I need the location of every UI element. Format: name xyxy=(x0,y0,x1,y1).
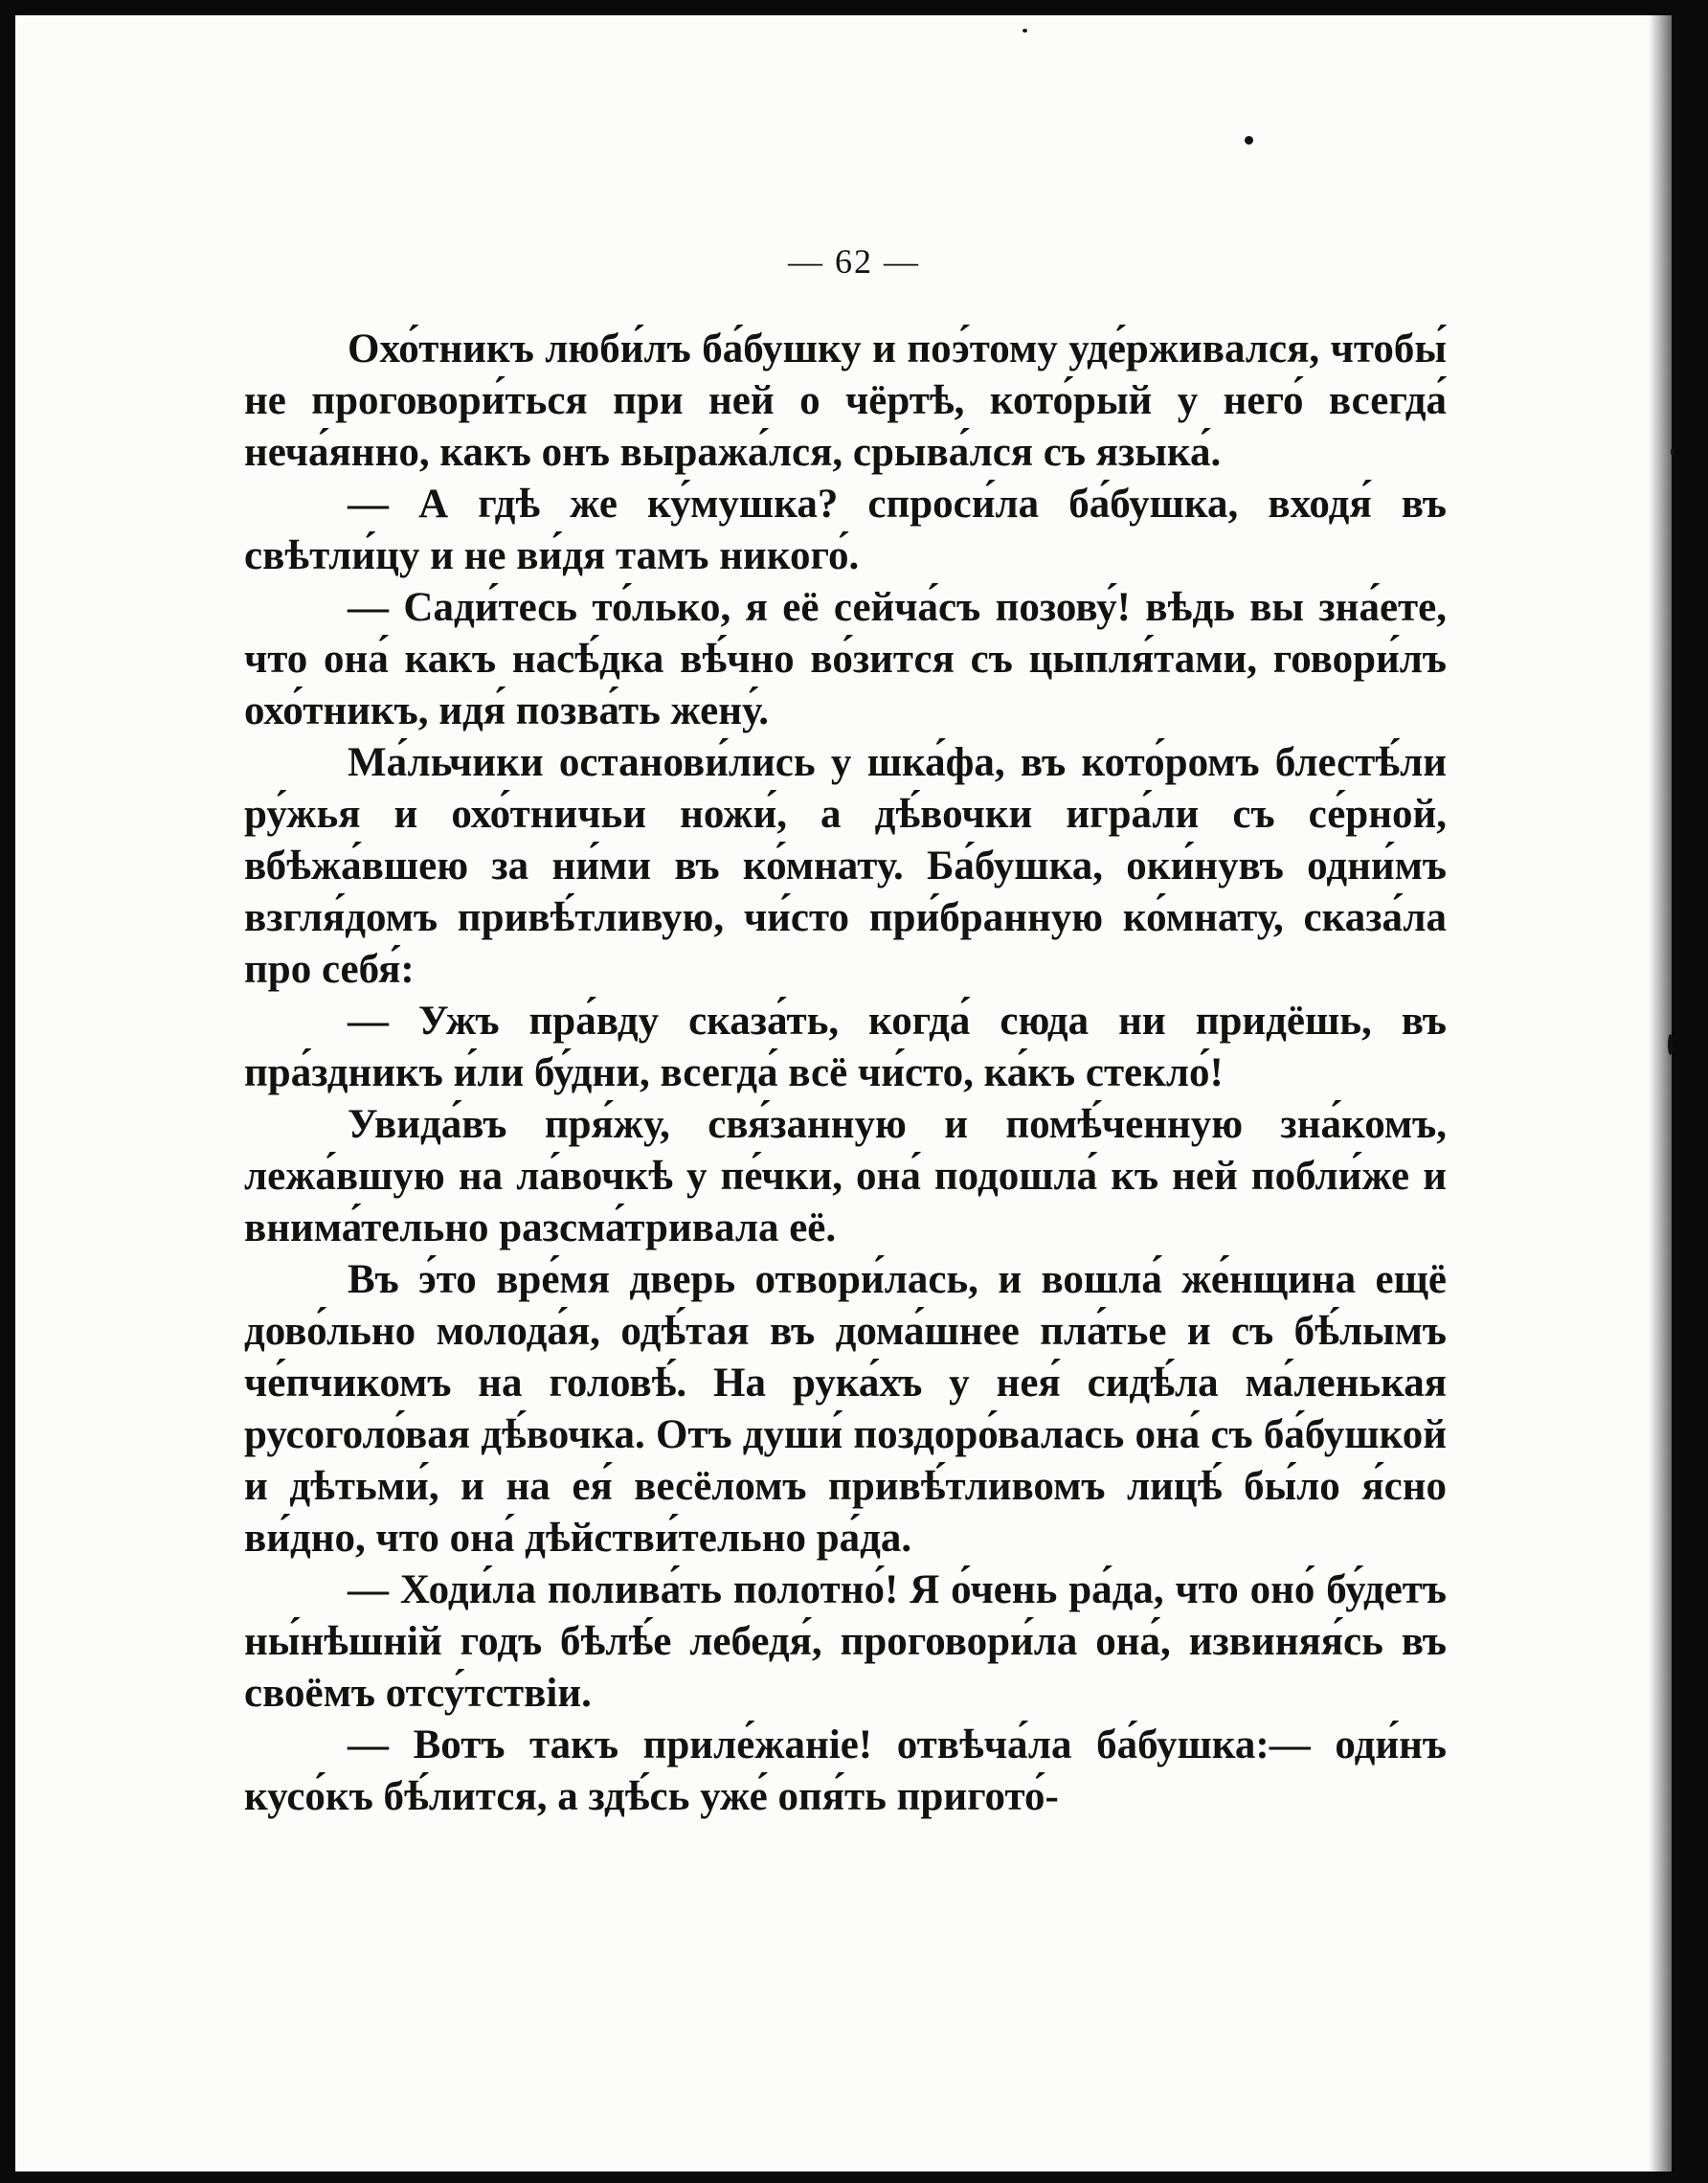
paragraph: Ма́льчики останови́лись у шка́фа, въ кото́ромъ блестѣ́ли ру́жья и охо́тничьи ножи́, а дѣ́вочки игра́ли съ се́рной, вбѣжа́вшею за ни́ми въ ко́мнату. Ба́бушка, оки́нувъ одни́мъ взгля́домъ привѣ́тливую, чи́сто при́бранную ко́мнату, сказа́ла про себя́: xyxy=(244,740,1447,992)
paragraph: — Ходи́ла полива́ть полотно́! Я о́чень ра́да, что оно́ бу́детъ ны́нѣшній годъ бѣлѣ́е лебедя́, проговори́ла она́, извиняя́сь въ своёмъ отсу́тствіи. xyxy=(244,1567,1447,1716)
ink-speck xyxy=(1671,448,1674,456)
ink-speck xyxy=(1245,136,1253,145)
paragraph: Увида́въ пря́жу, свя́занную и помѣ́ченную зна́комъ, лежа́вшую на ла́вочкѣ у пе́чки, она́ подошла́ къ ней побли́же и внима́тельно разсма́тривала её. xyxy=(244,1102,1447,1250)
body-text xyxy=(244,324,1447,1823)
paragraph: Охо́тникъ люби́лъ ба́бушку и поэ́тому уде́рживался, чтобы́ не проговори́ться при ней о чёртѣ, кото́рый у него́ всегда́ неча́янно, какъ онъ выража́лся, срыва́лся съ языка́. xyxy=(244,326,1447,475)
paragraph: — Вотъ такъ приле́жаніе! отвѣча́ла ба́бушка:— оди́нъ кусо́къ бѣ́лится, а здѣ́сь уже́ опя́ть пригото́- xyxy=(244,1722,1447,1819)
paragraph: — Сади́тесь то́лько, я её сейча́съ позову́! вѣдь вы зна́ете, что она́ какъ насѣ́дка вѣ́чно во́зится съ цыпля́тами, говори́лъ охо́тникъ, идя́ позва́ть жену́. xyxy=(244,585,1447,733)
ink-speck xyxy=(1023,29,1027,33)
page-edge-shadow xyxy=(1649,15,1672,2172)
paragraph: — А гдѣ же ку́мушка? спроси́ла ба́бушка, входя́ въ свѣтли́цу и не ви́дя тамъ никого́. xyxy=(244,482,1447,578)
paragraph: — Ужъ пра́вду сказа́ть, когда́ сюда ни придёшь, въ пра́здникъ и́ли бу́дни, всегда́ всё чи́сто, ка́къ стекло́! xyxy=(244,999,1447,1095)
page-number: — 62 — xyxy=(788,242,920,281)
paragraph: Въ э́то вре́мя дверь отвори́лась, и вошла́ же́нщина ещё дово́льно молода́я, одѣ́тая въ дома́шнее пла́тье и съ бѣ́лымъ че́пчикомъ на головѣ́. На рука́хъ у нея́ сидѣ́ла ма́ленькая русоголо́вая дѣ́вочка. Отъ души́ поздоро́валась она́ съ ба́бушкой и дѣтьми́, и на ея́ весёломъ привѣ́тливомъ лицѣ́ бы́ло я́сно ви́дно, что она́ дѣйстви́тельно ра́да. xyxy=(244,1257,1447,1561)
ink-speck xyxy=(1668,1034,1673,1055)
